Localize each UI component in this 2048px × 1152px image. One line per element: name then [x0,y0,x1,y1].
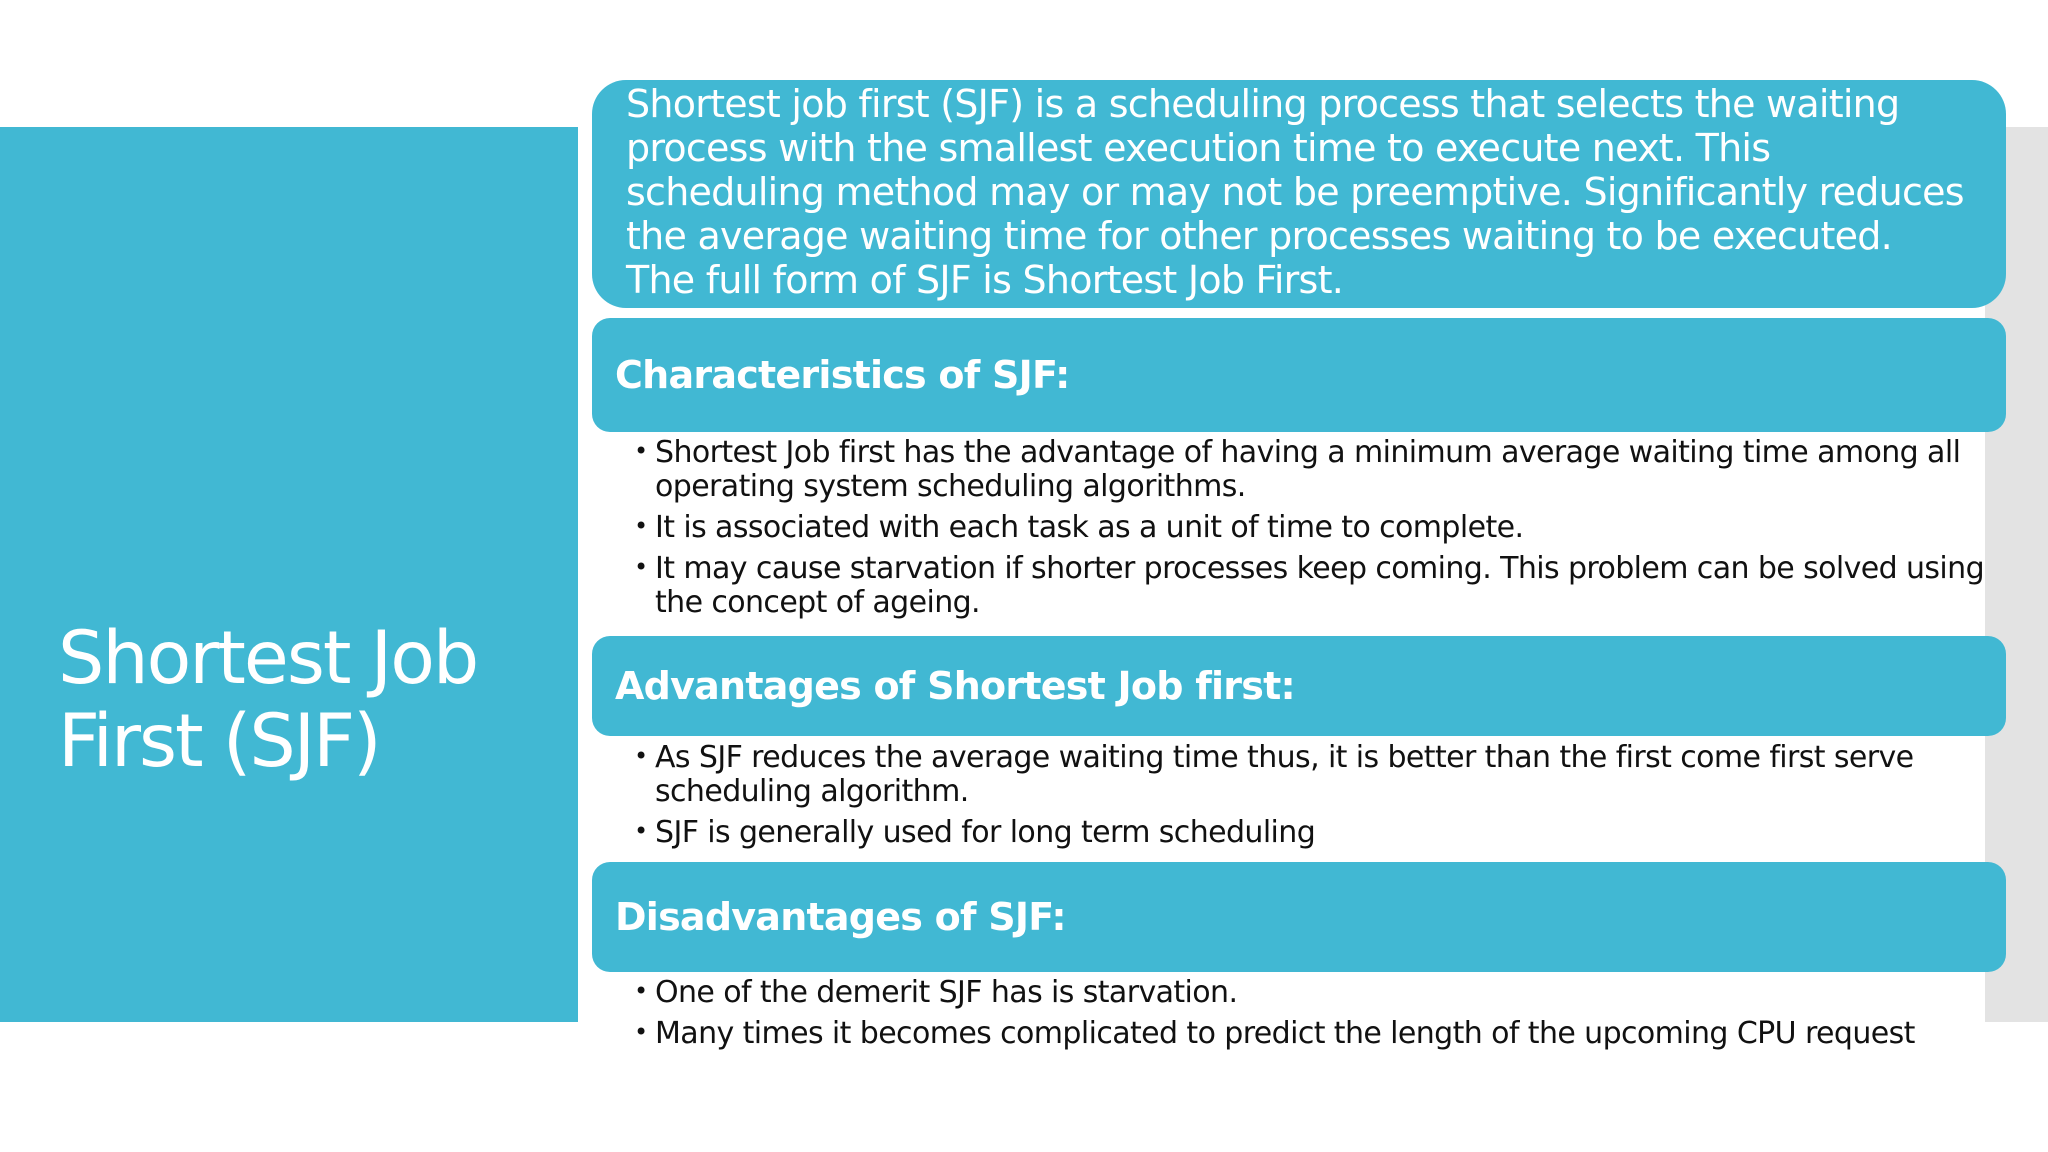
advantages-list [634,741,2006,857]
section-header-advantages: Advantages of Shortest Job first: [592,636,2006,736]
list-item: • It may cause starvation if shorter processes keep coming. This problem can be solved using the concept of ageing. [634,552,2006,620]
section-header-characteristics: Characteristics of SJF: [592,318,2006,432]
intro-text-box: Shortest job first (SJF) is a scheduling process that selects the waiting process with the smallest execution time to execute next. This scheduling method may or may not be preemptive. Significantly reduces the average waiting time for other processes waiting to be executed. The full form of SJF is Shortest Job First. [592,80,2006,308]
section-header-disadvantages: Disadvantages of SJF: [592,862,2006,972]
list-item: • Shortest Job first has the advantage of having a minimum average waiting time among all operating system scheduling algorithms. [634,436,2006,504]
list-item: • As SJF reduces the average waiting time thus, it is better than the first come first serve scheduling algorithm. [634,741,2006,809]
title-panel [0,127,578,1022]
list-item: • One of the demerit SJF has is starvation. [634,976,2006,1010]
list-item: • SJF is generally used for long term scheduling [634,816,2006,850]
slide-title: Shortest Job First (SJF) [58,616,478,784]
list-item: • Many times it becomes complicated to predict the length of the upcoming CPU request [634,1017,2006,1051]
list-item: • It is associated with each task as a unit of time to complete. [634,511,2006,545]
characteristics-list [634,436,2006,627]
disadvantages-list [634,976,2006,1058]
